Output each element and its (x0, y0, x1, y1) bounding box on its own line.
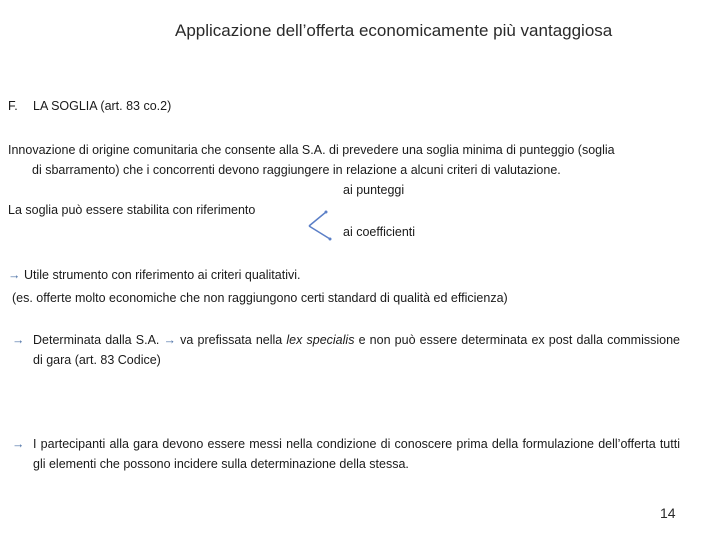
right-arrow-icon: → (163, 333, 177, 347)
bullet2-text: I partecipanti alla gara devono essere messi nella condizione di conoscere prima della formulazione dell’offerta tutti gli elementi che possono incidere sulla determinazione della stessa. (33, 437, 680, 471)
qualitative-note (8, 265, 300, 285)
intro-line-2: di sbarramento) che i concorrenti devono raggiungere in relazione a alcuni criteri di valutazione. (32, 163, 561, 177)
intro-line-1: Innovazione di origine comunitaria che consente alla S.A. di prevedere una soglia minima di punteggio (soglia (8, 143, 615, 157)
example-note: (es. offerte molto economiche che non raggiungono certi standard di qualità ed efficienza) (12, 291, 508, 305)
section-title: LA SOGLIA (art. 83 co.2) (33, 99, 172, 113)
right-arrow-icon: → (12, 437, 25, 451)
bullet1-part-c: e non può essere determinata ex post dalla commissione di gara (art. 83 Codice) (33, 333, 681, 367)
slide-title: Applicazione dell’offerta economicamente più vantaggiosa (175, 21, 613, 40)
right-arrow-icon: → (12, 333, 25, 347)
branch-option-coefficienti: ai coefficienti (343, 225, 416, 239)
bullet1-part-b: va prefissata nella (180, 333, 283, 347)
branch-connector-icon (306, 208, 336, 244)
bullet1-part-a: Determinata dalla S.A. (33, 333, 160, 347)
branch-lead-text: La soglia può essere stabilita con riferimento (8, 203, 256, 217)
section-letter: F. (8, 99, 18, 113)
bullet-determinata (12, 330, 680, 370)
right-arrow-icon: → (8, 268, 21, 282)
branch-option-punteggi: ai punteggi (343, 183, 405, 197)
intro-paragraph (8, 140, 684, 180)
qualitative-text: Utile strumento con riferimento ai criteri qualitativi. (23, 268, 301, 282)
page-number: 14 (660, 505, 676, 521)
bullet-partecipanti (12, 434, 680, 474)
bullet1-emphasis: lex specialis (286, 333, 355, 347)
